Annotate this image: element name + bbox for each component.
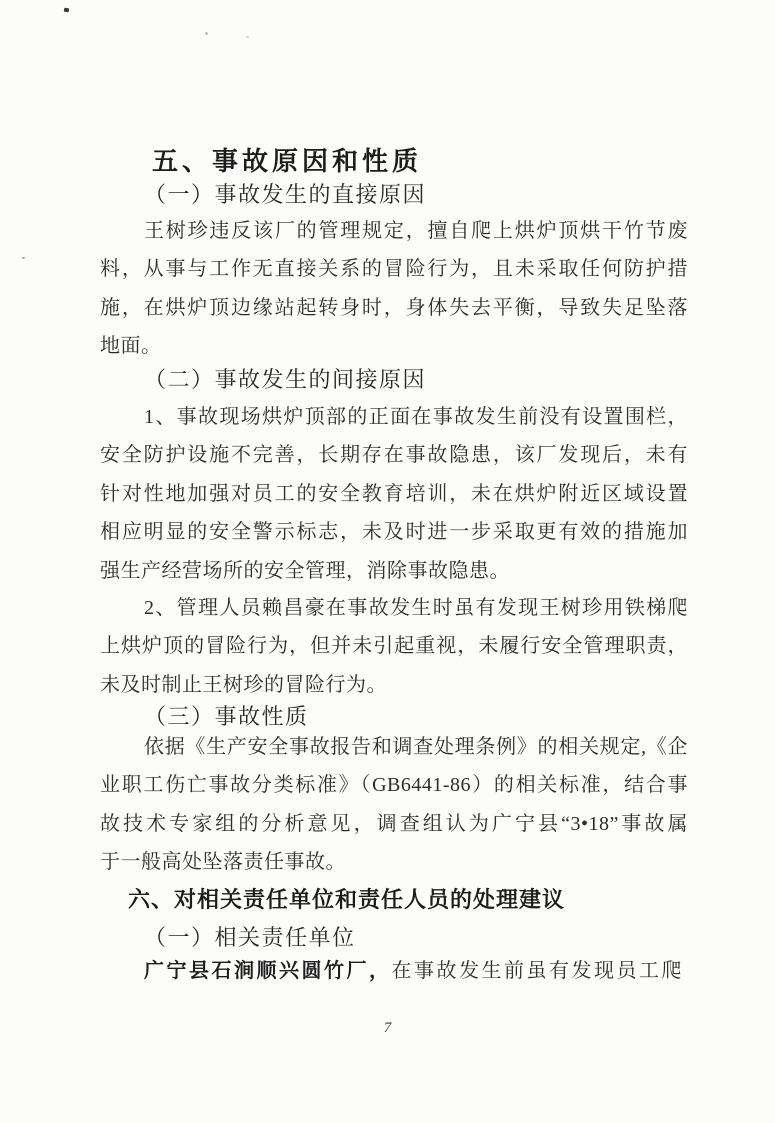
text-run: 在事故发生前虽有发现员工爬: [391, 960, 684, 982]
text-line: 上烘炉顶的冒险行为，但并未引起重视，未履行安全管理职责，: [100, 635, 688, 658]
text-line: 强生产经营场所的安全管理，消除事故隐患。: [100, 559, 510, 582]
text-line: 业职工伤亡事故分类标准》（GB6441-86）的相关标准，结合事: [100, 774, 688, 797]
text-line: 施，在烘炉顶边缘站起转身时，身体失去平衡，导致失足坠落: [100, 296, 688, 319]
paragraph-indirect-cause-1: [100, 398, 688, 590]
text-line: 1、事故现场烘炉顶部的正面在事故发生前没有设置围栏，: [144, 406, 688, 428]
subsection-heading-responsible-unit: （一）相关责任单位: [144, 925, 356, 950]
text-line: 料，从事与工作无直接关系的冒险行为，且未采取任何防护措: [100, 258, 688, 281]
ink-speck: [22, 257, 25, 259]
subsection-heading-direct-cause: （一）事故发生的直接原因: [144, 182, 427, 207]
paragraph-responsible-unit: [100, 952, 688, 990]
text-line: 相应明显的安全警示标志，未及时进一步采取更有效的措施加: [100, 521, 688, 544]
text-line: [100, 952, 688, 990]
text-line: 依据《生产安全事故报告和调查处理条例》的相关规定,《企: [144, 736, 688, 758]
text-line: 王树珍违反该厂的管理规定，擅自爬上烘炉顶烘干竹节废: [144, 220, 688, 242]
ink-speck: [205, 32, 208, 35]
factory-name-bold: 广宁县石涧顺兴圆竹厂，: [144, 960, 392, 982]
ink-speck: [246, 36, 249, 38]
text-line: 地面。: [100, 335, 162, 358]
paragraph-indirect-cause-2: [100, 589, 688, 704]
subsection-heading-indirect-cause: （二）事故发生的间接原因: [144, 367, 427, 392]
paragraph-accident-nature: [100, 728, 688, 882]
text-line: 故技术专家组的分析意见，调查组认为广宁县“3•18”事故属: [100, 812, 688, 835]
text-line: 于一般高处坠落责任事故。: [100, 851, 346, 874]
text-line: 安全防护设施不完善，长期存在事故隐患，该厂发现后，未有: [100, 444, 688, 467]
page-number: 7: [383, 1020, 392, 1036]
paragraph-direct-cause: [100, 212, 688, 366]
ink-speck: [64, 8, 70, 13]
subsection-heading-accident-nature: （三）事故性质: [144, 704, 309, 729]
text-line: 2、管理人员赖昌豪在事故发生时虽有发现王树珍用铁梯爬: [144, 597, 688, 619]
text-line: 未及时制止王树珍的冒险行为。: [100, 673, 387, 696]
section-heading-handling-suggestions: 六、对相关责任单位和责任人员的处理建议: [128, 887, 566, 912]
section-heading-accident-cause-nature: 五、事故原因和性质: [152, 146, 423, 176]
text-line: 针对性地加强对员工的安全教育培训，未在烘炉附近区域设置: [100, 482, 688, 505]
